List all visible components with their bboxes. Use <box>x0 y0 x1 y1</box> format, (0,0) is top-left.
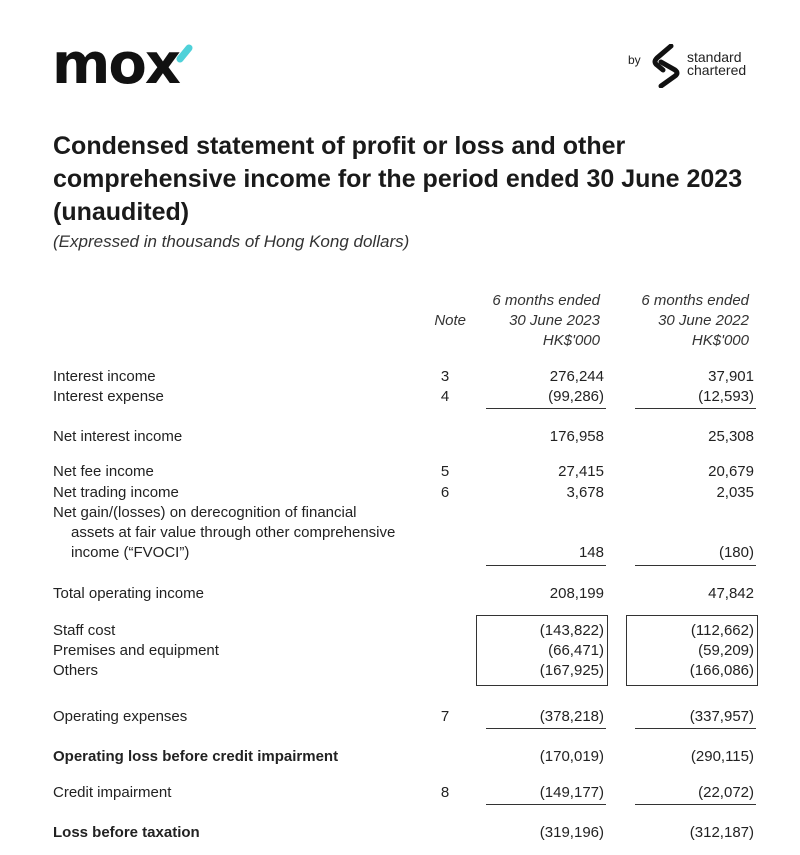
row-label: Net trading income <box>53 484 179 501</box>
row-value-2022: 25,308 <box>708 428 754 445</box>
row-label: Premises and equipment <box>53 642 219 659</box>
row-note: 5 <box>440 463 450 480</box>
row-value-2022: (180) <box>718 544 754 561</box>
mox-logo-text: mox <box>52 38 179 90</box>
col-2022-header-line1: 6 months ended <box>641 292 749 309</box>
subtotal-rule <box>635 408 756 409</box>
row-value-2023: 27,415 <box>558 463 604 480</box>
row-value-2022: (112,662) <box>690 622 754 639</box>
row-value-2023: (66,471) <box>548 642 604 659</box>
col-2022-header-line3: HK$'000 <box>691 332 749 349</box>
row-value-2023: (167,925) <box>539 662 604 679</box>
row-value-2023: (319,196) <box>539 824 604 841</box>
standard-chartered-logo-icon <box>651 44 681 88</box>
partner-name <box>687 51 746 77</box>
partner-by-label: by <box>628 53 641 67</box>
subtotal-rule <box>486 804 606 805</box>
mox-logo <box>52 38 202 90</box>
row-value-2022: (337,957) <box>689 708 754 725</box>
subtotal-rule <box>635 804 756 805</box>
row-value-2022: (166,086) <box>689 662 754 679</box>
row-label: Total operating income <box>53 585 204 602</box>
row-value-2022: 47,842 <box>708 585 754 602</box>
row-note: 7 <box>440 708 450 725</box>
statement-title <box>53 130 773 229</box>
row-note: 8 <box>440 784 450 801</box>
row-label-continued: income (“FVOCI”) <box>71 544 190 561</box>
row-value-2023: (378,218) <box>539 708 604 725</box>
row-value-2023: (143,822) <box>539 622 604 639</box>
row-value-2023: 276,244 <box>549 368 604 385</box>
row-value-2022: (22,072) <box>698 784 754 801</box>
row-note: 3 <box>440 368 450 385</box>
row-value-2022: (290,115) <box>690 748 754 765</box>
partner-name-line2: chartered <box>687 62 747 78</box>
title-line1: Condensed statement of profit or loss and other <box>53 132 626 160</box>
row-note: 6 <box>440 484 450 501</box>
mox-logo-accent <box>180 48 189 59</box>
title-line3: (unaudited) <box>53 198 190 226</box>
subtotal-rule <box>486 408 606 409</box>
row-label: Others <box>53 662 99 679</box>
title-line2: comprehensive income for the period ended 30 June 2023 <box>53 165 743 193</box>
col-2022-header <box>614 291 749 351</box>
row-value-2023: 208,199 <box>549 585 604 602</box>
row-label: Loss before taxation <box>53 824 200 841</box>
partner-name-line1: standard <box>687 49 742 65</box>
row-label: Net interest income <box>53 428 183 445</box>
row-value-2023: 148 <box>578 544 604 561</box>
row-value-2023: 176,958 <box>549 428 604 445</box>
row-note: 4 <box>440 388 450 405</box>
row-value-2022: (59,209) <box>698 642 754 659</box>
row-label: Interest income <box>53 368 156 385</box>
row-value-2022: (12,593) <box>698 388 754 405</box>
subtotal-rule <box>486 728 606 729</box>
row-label: Staff cost <box>53 622 116 639</box>
row-value-2022: (312,187) <box>689 824 754 841</box>
row-value-2023: (149,177) <box>539 784 604 801</box>
row-value-2023: (170,019) <box>539 748 604 765</box>
subtotal-rule <box>635 565 756 566</box>
row-label-continued: assets at fair value through other comprehensive <box>71 524 396 541</box>
col-2022-header-line2: 30 June 2022 <box>658 312 749 329</box>
row-label: Credit impairment <box>53 784 172 801</box>
row-value-2022: 37,901 <box>708 368 754 385</box>
row-value-2022: 2,035 <box>716 484 754 501</box>
col-2023-header-line3: HK$'000 <box>542 332 600 349</box>
row-label: Operating loss before credit impairment <box>53 748 339 765</box>
row-label: Interest expense <box>53 388 164 405</box>
row-label: Net fee income <box>53 463 154 480</box>
row-value-2023: 3,678 <box>566 484 604 501</box>
row-label: Net gain/(losses) on derecognition of financial <box>53 504 357 521</box>
col-2023-header-line2: 30 June 2023 <box>509 312 600 329</box>
row-value-2023: (99,286) <box>548 388 604 405</box>
subtotal-rule <box>486 565 606 566</box>
row-label: Operating expenses <box>53 708 188 725</box>
col-2023-header <box>470 291 600 351</box>
subtotal-rule <box>635 728 756 729</box>
note-column-header: Note <box>434 312 466 329</box>
statement-subtitle: (Expressed in thousands of Hong Kong dollars) <box>53 232 410 251</box>
col-2023-header-line1: 6 months ended <box>492 292 600 309</box>
row-value-2022: 20,679 <box>708 463 754 480</box>
